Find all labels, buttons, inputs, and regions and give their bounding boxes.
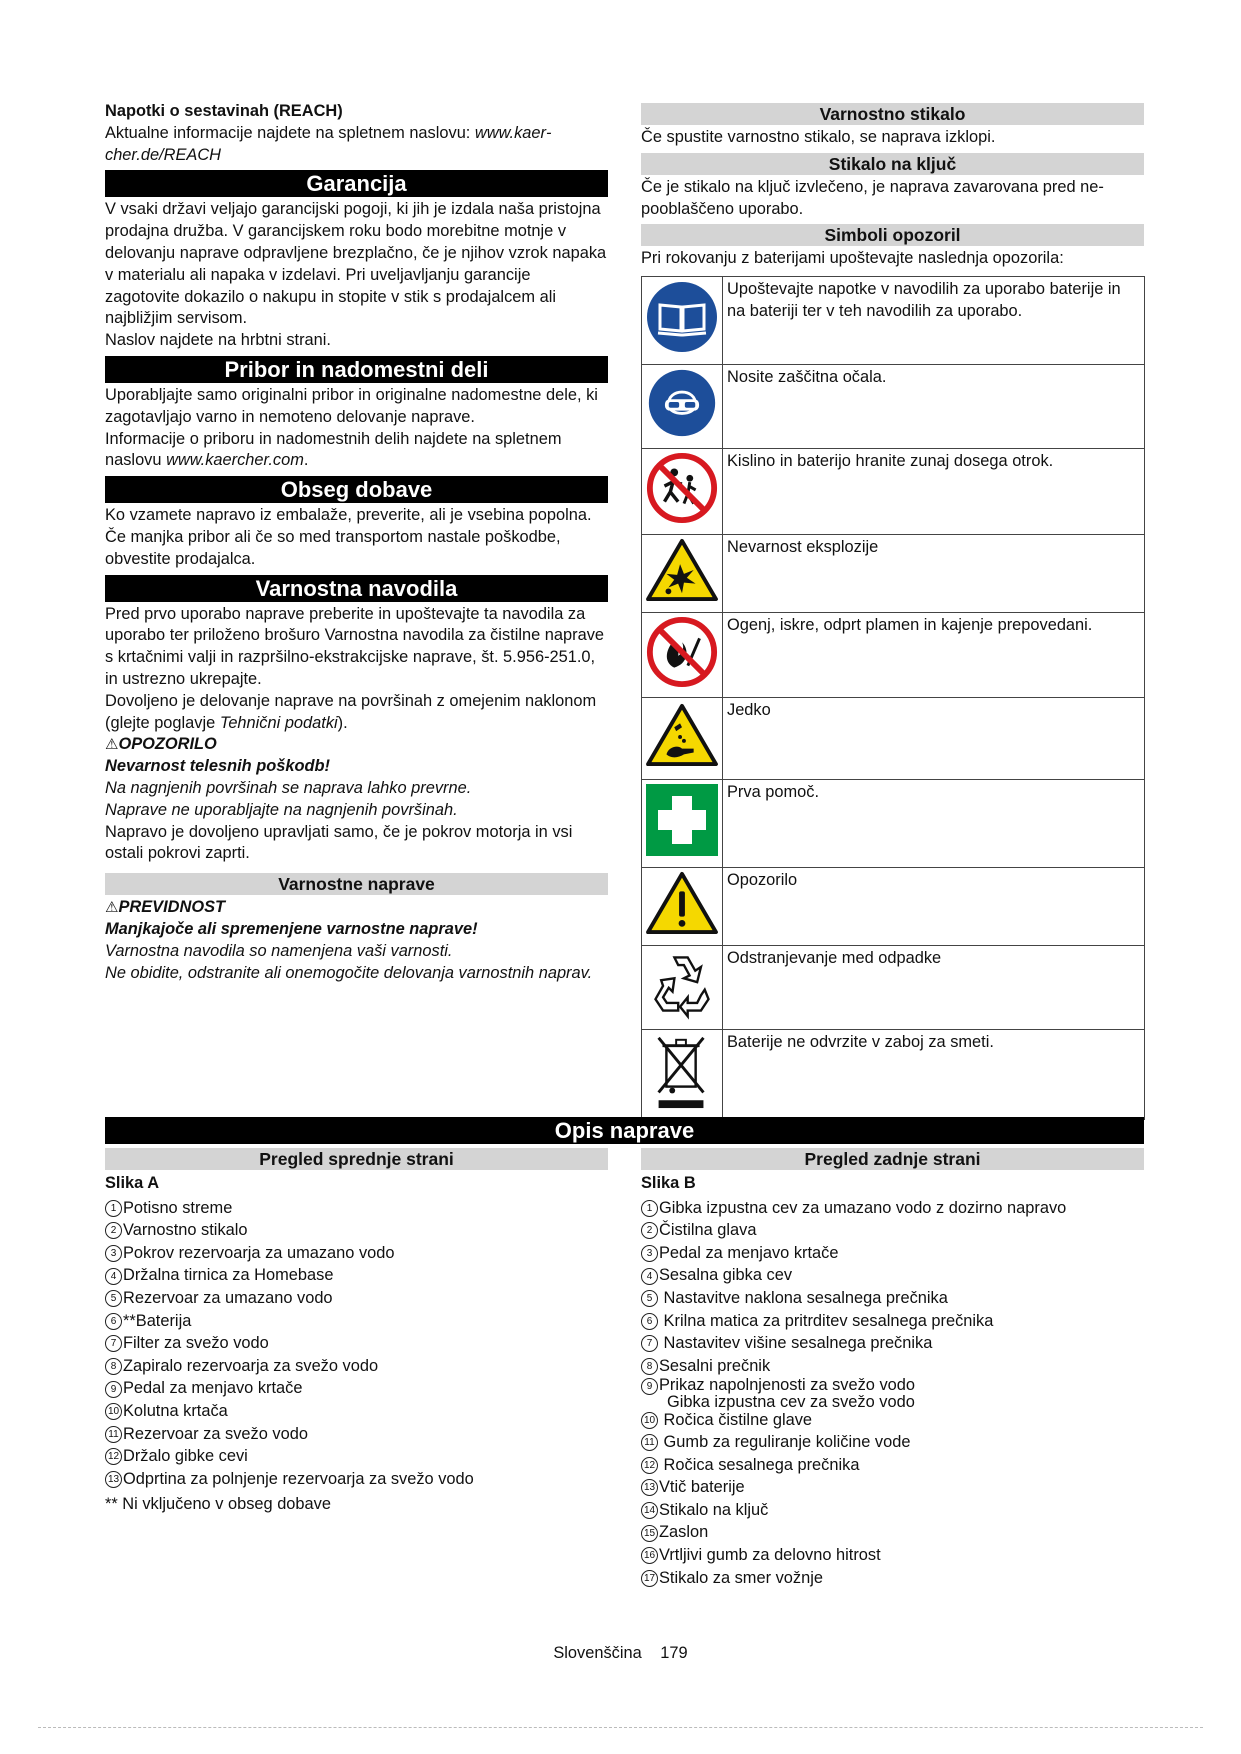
- varnostna-navodila-text3: Napravo je dovoljeno upravljati samo, če je pokrov motorja in vsi ostali pokrovi zaprti.: [105, 822, 573, 863]
- corrosive-icon: [645, 702, 719, 768]
- item-label: Gumb za reguliranje količine vode: [659, 1433, 911, 1452]
- symbol-description: Opozorilo: [723, 868, 1145, 946]
- list-item: [105, 1264, 608, 1287]
- symbol-description: Nevarnost eksplozije: [723, 534, 1145, 612]
- recycle-icon: [646, 948, 718, 1020]
- list-item: [641, 1197, 1144, 1220]
- item-label: Nastavitev višine sesalnega prečnika: [659, 1334, 933, 1353]
- bottom-divider: [38, 1727, 1203, 1728]
- front-overview: [105, 1148, 608, 1516]
- item-number-badge: 9: [105, 1381, 122, 1398]
- tehnicni-podatki-ref[interactable]: Tehnični podatki: [219, 713, 338, 732]
- list-item: [105, 1197, 608, 1220]
- item-label: Stikalo za smer vožnje: [659, 1568, 823, 1587]
- item-number-badge: 9: [641, 1378, 658, 1395]
- page-number: 179: [660, 1644, 688, 1662]
- item-number-badge: 16: [641, 1547, 658, 1564]
- warning-triangle-icon: ⚠: [105, 899, 119, 917]
- list-item: [105, 1219, 608, 1242]
- garancija-text2: Naslov najdete na hrbtni strani.: [105, 331, 331, 350]
- list-item: [641, 1409, 1144, 1432]
- list-item: [641, 1521, 1144, 1544]
- opozorilo-title: Nevarnost telesnih poškodb!: [105, 757, 330, 776]
- item-number-badge: 14: [641, 1502, 658, 1519]
- list-item: [641, 1332, 1144, 1355]
- list-item: [105, 1332, 608, 1355]
- list-item: [641, 1431, 1144, 1454]
- list-item: [641, 1454, 1144, 1477]
- previdnost-label: ⚠PREVIDNOST: [105, 898, 226, 917]
- list-item: [105, 1468, 608, 1491]
- children-prohibited-icon: [645, 451, 719, 525]
- item-label: Pokrov rezervoarja za umazano vodo: [123, 1243, 395, 1262]
- item-label: Sesalni prečnik: [659, 1356, 771, 1375]
- opozorilo-line1: Na nagnjenih površinah se naprava lahko prevrne.: [105, 778, 472, 797]
- item-label: Nastavitve naklona sesalnega prečnika: [659, 1288, 948, 1307]
- list-item: [641, 1567, 1144, 1590]
- item-number-badge: 7: [105, 1335, 122, 1352]
- list-item: [105, 1423, 608, 1446]
- symbol-description: Nosite zaščitna očala.: [723, 364, 1145, 448]
- list-item: [105, 1242, 608, 1265]
- previdnost-title: Manjkajoče ali spremenjene varnostne naprave!: [105, 919, 478, 938]
- item-label: Ročica čistilne glave: [659, 1410, 813, 1429]
- list-item: [641, 1287, 1144, 1310]
- warning-icon: [645, 870, 719, 936]
- pribor-text2: Informacije o priboru in nadomestnih delih najdete na spletnem naslovu www.kaercher.com.: [105, 429, 562, 470]
- simboli-heading: Simboli opozoril: [641, 224, 1144, 246]
- item-number-badge: 15: [641, 1525, 658, 1542]
- varnostno-stikalo-text: Če spustite varnostno stikalo, se naprava izklopi.: [641, 128, 996, 146]
- front-parts-list: [105, 1197, 608, 1491]
- item-label: Odprtina za polnjenje rezervoarja za svežo vodo: [123, 1469, 474, 1488]
- item-label: Kolutna krtača: [123, 1401, 228, 1420]
- item-number-badge: 13: [641, 1479, 658, 1496]
- symbol-description: Ogenj, iskre, odprt plamen in kajenje prepovedani.: [723, 612, 1145, 698]
- item-number-badge: 4: [105, 1268, 122, 1285]
- item-label: Sesalna gibka cev: [659, 1266, 793, 1285]
- symbol-row: [642, 1029, 1145, 1119]
- item-number-badge: 5: [105, 1290, 122, 1307]
- back-parts-list: [641, 1197, 1144, 1590]
- symbol-description: Baterije ne odvrzite v zaboj za smeti.: [723, 1029, 1145, 1119]
- garancija-text: V vsaki državi veljajo garancijski pogoji, ki jih je izdala naša pristojna prodajna družba. V garancijskem roku bodo morebitne motnje v delovanju naprave odpravljene brezplačno, če je njihov vzrok napaka v materialu ali napaka v izdelavi. Pri uveljavljanju garancije zagotovite dokazilo o nakupu in stopite v stik s prodajalcem ali najbližjim servisom.: [105, 200, 607, 328]
- back-overview: [641, 1148, 1144, 1589]
- item-number-badge: 10: [105, 1403, 122, 1420]
- item-number-badge: 1: [105, 1200, 122, 1217]
- list-item: [641, 1219, 1144, 1242]
- item-label: Pedal za menjavo krtače: [123, 1379, 303, 1398]
- obseg-heading: Obseg dobave: [105, 476, 608, 503]
- item-label: Držalo gibke cevi: [123, 1447, 248, 1466]
- pribor-text: Uporabljajte samo originalni pribor in originalne nadomestne dele, ki zagotavljajo varno in nemoteno delovanje naprave.: [105, 385, 598, 426]
- symbol-row: [642, 448, 1145, 534]
- previdnost-line1: Varnostna navodila so namenjena vaši varnosti.: [105, 941, 453, 960]
- list-item: [641, 1242, 1144, 1265]
- right-column: [641, 101, 1144, 1120]
- opozorilo-label: ⚠OPOZORILO: [105, 735, 217, 754]
- symbol-row: [642, 534, 1145, 612]
- stikalo-kljuc-text: Če je stikalo na ključ izvlečeno, je naprava zavarovana pred nepooblaščeno uporabo.: [641, 177, 1104, 218]
- no-fire-icon: [645, 615, 719, 689]
- manual-icon: [644, 279, 720, 355]
- list-item: [105, 1400, 608, 1423]
- item-number-badge: 2: [105, 1222, 122, 1239]
- reach-text: Aktualne informacije najdete na spletnem naslovu: www.kaercher.de/REACH: [105, 123, 552, 164]
- item-number-badge: 7: [641, 1335, 658, 1352]
- goggles-icon: [646, 367, 718, 439]
- stikalo-kljuc-heading: Stikalo na ključ: [641, 153, 1144, 175]
- item-label: Krilna matica za pritrditev sesalnega prečnika: [659, 1311, 994, 1330]
- item-number-badge: 12: [641, 1457, 658, 1474]
- symbol-description: Prva pomoč.: [723, 780, 1145, 868]
- pribor-heading: Pribor in nadomestni deli: [105, 356, 608, 383]
- item-label: Potisno streme: [123, 1198, 233, 1217]
- list-item: [641, 1377, 1144, 1394]
- crossed-bin-icon: [652, 1032, 712, 1110]
- item-label: Gibka izpustna cev za umazano vodo z dozirno napravo: [659, 1198, 1067, 1217]
- opis-naprave-heading: Opis naprave: [105, 1117, 1144, 1144]
- item-number-badge: 2: [641, 1222, 658, 1239]
- item-label: Čistilna glava: [659, 1221, 757, 1240]
- symbol-row: [642, 945, 1145, 1029]
- item-label: Vtič baterije: [659, 1478, 745, 1497]
- list-item: [105, 1355, 608, 1378]
- front-footnote: ** Ni vključeno v obseg dobave: [105, 1495, 331, 1514]
- obseg-text: Ko vzamete napravo iz embalaže, preverite, ali je vsebina popolna. Če manjka pribor ali če so med transportom nastale poškodbe, obvestite prodajalca.: [105, 506, 592, 568]
- list-item: [641, 1476, 1144, 1499]
- item-number-badge: 8: [105, 1358, 122, 1375]
- figure-b-label: Slika B: [641, 1174, 696, 1192]
- explosion-icon: [645, 537, 719, 603]
- symbol-row: [642, 868, 1145, 946]
- symbol-row: [642, 698, 1145, 780]
- list-item: [105, 1377, 608, 1400]
- item-number-badge: 6: [641, 1313, 658, 1330]
- item-number-badge: 3: [641, 1245, 658, 1262]
- item-number-badge: 10: [641, 1412, 658, 1429]
- item-label: Držalna tirnica za Homebase: [123, 1266, 334, 1285]
- item-label: Varnostno stikalo: [123, 1221, 248, 1240]
- item-label: Filter za svežo vodo: [123, 1334, 269, 1353]
- previdnost-line2: Ne obidite, odstranite ali onemogočite delovanja varnostnih naprav.: [105, 963, 593, 982]
- item-number-badge: 6: [105, 1313, 122, 1330]
- symbol-row: [642, 612, 1145, 698]
- varnostne-naprave-heading: Varnostne naprave: [105, 873, 608, 895]
- varnostna-navodila-heading: Varnostna navodila: [105, 575, 608, 602]
- symbol-row: [642, 780, 1145, 868]
- item-number-badge: 1: [641, 1200, 658, 1217]
- list-item: [105, 1445, 608, 1468]
- item-label: Zapiralo rezervoarja za svežo vodo: [123, 1356, 379, 1375]
- symbol-description: Upoštevajte napotke v navodilih za uporabo baterije in na bateriji ter v teh navodilih za uporabo.: [723, 277, 1145, 365]
- item-label: Pedal za menjavo krtače: [659, 1243, 839, 1262]
- warning-triangle-icon: ⚠: [105, 736, 119, 754]
- left-column: [105, 101, 608, 984]
- list-item: [641, 1310, 1144, 1333]
- item-number-badge: 5: [641, 1290, 658, 1307]
- list-item: [641, 1544, 1144, 1567]
- list-item: [641, 1264, 1144, 1287]
- warning-symbols-table: [641, 276, 1145, 1119]
- symbol-description: Kislino in baterijo hranite zunaj dosega otrok.: [723, 448, 1145, 534]
- item-number-badge: 12: [105, 1448, 122, 1465]
- item-number-badge: 4: [641, 1268, 658, 1285]
- list-item: [641, 1355, 1144, 1378]
- item-label: Zaslon: [659, 1523, 709, 1542]
- simboli-intro: Pri rokovanju z baterijami upoštevajte naslednja opozorila:: [641, 249, 1064, 268]
- footer-language: Slovenščina: [553, 1644, 642, 1662]
- item-label: Prikaz napolnjenosti za svežo vodo: [659, 1376, 916, 1395]
- item-label: Vrtljivi gumb za delovno hitrost: [659, 1546, 881, 1565]
- item-number-badge: 13: [105, 1471, 122, 1488]
- opozorilo-line2: Naprave ne uporabljajte na nagnjenih površinah.: [105, 800, 458, 819]
- symbol-description: Odstranjevanje med odpadke: [723, 945, 1145, 1029]
- front-overview-heading: Pregled sprednje strani: [105, 1148, 608, 1170]
- symbol-row: [642, 277, 1145, 365]
- varnostna-navodila-text: Pred prvo uporabo naprave preberite in upoštevajte ta navodila za uporabo ter priloženo brošuro Varnostna navodila za čistilne naprave s krtačnimi valji in razpršilno-ekstrakcijske naprave, št. 5.956-251.0, in ustrezno ukrepajte.: [105, 604, 605, 688]
- item-number-badge: 8: [641, 1358, 658, 1375]
- item-label: Ročica sesalnega prečnika: [659, 1455, 860, 1474]
- kaercher-link[interactable]: www.kaercher.com: [166, 451, 304, 470]
- item-number-badge: 3: [105, 1245, 122, 1262]
- page-footer: [0, 1644, 1241, 1663]
- item-label: **Baterija: [123, 1311, 192, 1330]
- list-item: [641, 1499, 1144, 1522]
- item-number-badge: 11: [105, 1426, 122, 1443]
- back-overview-heading: Pregled zadnje strani: [641, 1148, 1144, 1170]
- symbol-row: [642, 364, 1145, 448]
- item-number-badge: 17: [641, 1570, 658, 1587]
- item-label: Stikalo na ključ: [659, 1500, 769, 1519]
- reach-link[interactable]: www.kaercher.de/REACH: [105, 123, 552, 164]
- figure-a-label: Slika A: [105, 1174, 160, 1192]
- first-aid-icon: [644, 782, 720, 858]
- item-label: Rezervoar za umazano vodo: [123, 1288, 333, 1307]
- list-item: [105, 1310, 608, 1333]
- list-item: [105, 1287, 608, 1310]
- item-sublabel: Gibka izpustna cev za svežo vodo: [667, 1392, 915, 1411]
- varnostna-navodila-text2: Dovoljeno je delovanje naprave na površinah z omejenim naklonom (glejte poglavje Tehnični podatki).: [105, 691, 597, 732]
- item-label: Rezervoar za svežo vodo: [123, 1424, 308, 1443]
- symbol-description: Jedko: [723, 698, 1145, 780]
- item-number-badge: 11: [641, 1434, 658, 1451]
- reach-title: Napotki o sestavinah (REACH): [105, 102, 343, 120]
- varnostno-stikalo-heading: Varnostno stikalo: [641, 103, 1144, 125]
- garancija-heading: Garancija: [105, 170, 608, 197]
